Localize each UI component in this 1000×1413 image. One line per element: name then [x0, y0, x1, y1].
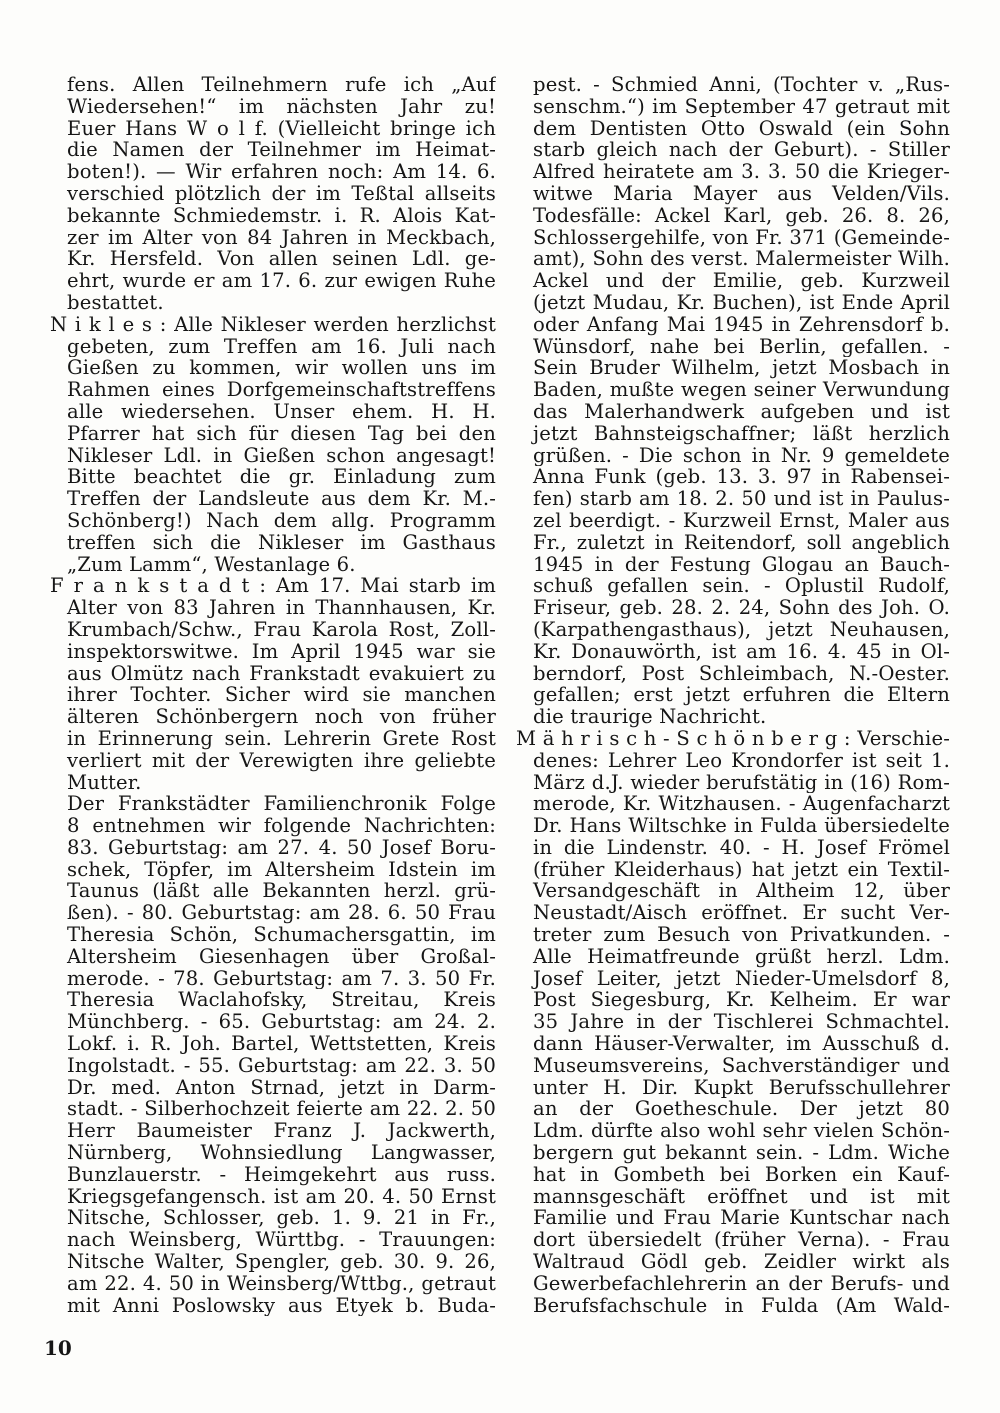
text-line: amt), Sohn des verst. Malermeister Wilh.: [533, 248, 950, 271]
text-line: Treffen der Landsleute aus dem Kr. M.-: [67, 488, 496, 510]
text-line: Lokf. i. R. Joh. Bartel, Wettstetten, Kreis: [67, 1033, 496, 1055]
text-line: treter zum Besuch von Privatkunden. -: [533, 924, 950, 946]
text-line: Bunzlauerstr. - Heimgekehrt aus russ.: [67, 1163, 496, 1186]
text-line: aus Olmütz nach Frankstadt evakuiert zu: [67, 662, 496, 685]
text-line: Versandgeschäft in Altheim 12, über: [533, 880, 950, 903]
text-line: alle wiedersehen. Unser ehem. H. H.: [67, 400, 496, 423]
text-line: 8 entnehmen wir folgende Nachrichten:: [67, 815, 496, 837]
text-line: Todesfälle: Ackel Karl, geb. 26. 8. 26,: [533, 204, 950, 227]
text-line: Kriegsgefangensch. ist am 20. 4. 50 Ernst: [67, 1185, 496, 1208]
text-line: bestattet.: [67, 290, 164, 314]
text-line: ehrt, wurde er am 17. 6. zur ewigen Ruhe: [67, 270, 496, 292]
text-line: mannsgeschäft eröffnet und ist mit: [533, 1185, 950, 1208]
text-line: dann Häuser-Verwalter, im Ausschuß d.: [533, 1033, 950, 1055]
text-line: fens. Allen Teilnehmern rufe ich „Auf: [67, 74, 496, 96]
text-line: (Karpathengasthaus), jetzt Neuhausen,: [533, 618, 950, 641]
text-line: Ldm. dürfte also wohl sehr vielen Schön-: [533, 1120, 950, 1143]
text-line: Mutter.: [67, 770, 142, 794]
text-line: in die Lindenstr. 40. - H. Josef Frömel: [533, 836, 950, 859]
text-line: M ä h r i s c h - S c h ö n b e r g : Verschie-: [516, 727, 950, 750]
text-line: Ackel und der Emilie, geb. Kurzweil: [533, 270, 950, 292]
text-line: merode, Kr. Witzhausen. - Augenfacharzt: [533, 793, 950, 816]
text-line: Rahmen eines Dorfgemeinschaftstreffens: [67, 379, 496, 401]
text-line: das Malerhandwerk aufgeben und ist: [533, 400, 950, 423]
text-line: Post Siegesburg, Kr. Kelheim. Er war: [533, 989, 950, 1012]
text-line: ihrer Tochter. Sicher wird sie manchen: [67, 684, 496, 707]
text-line: unter H. Dir. Kupkt Berufsschullehrer: [533, 1076, 950, 1099]
text-line: Dr. Hans Wiltschke in Fulda übersiedelte: [533, 815, 950, 837]
text-line: Nitsche Walter, Spengler, geb. 30. 9. 26,: [67, 1251, 496, 1273]
text-line: Familie und Frau Marie Kuntschar nach: [533, 1207, 950, 1230]
text-line: Schönberg!) Nach dem allg. Programm: [67, 509, 496, 532]
text-line: nach Weinsberg, Württbg. - Trauungen:: [67, 1229, 496, 1252]
text-line: pest. - Schmied Anni, (Tochter v. „Rus-: [533, 74, 950, 96]
text-line: 1945 in der Festung Glogau an Bauch-: [533, 553, 950, 576]
text-line: Nikleser Ldl. in Gießen schon angesagt!: [67, 444, 496, 467]
text-line: gefallen; erst jetzt erfuhren die Eltern: [533, 684, 950, 707]
text-line: Waltraud Gödl geb. Zeidler wirkt als: [533, 1251, 950, 1273]
text-line: am 22. 4. 50 in Weinsberg/Wttbg., getraut: [67, 1272, 496, 1295]
text-line: Alfred heiratete am 3. 3. 50 die Krieger-: [533, 161, 950, 183]
text-line: inspektorswitwe. Im April 1945 war sie: [67, 640, 496, 663]
text-line: März d.J. wieder berufstätig in (16) Rom-: [533, 771, 950, 794]
text-line: Berufsfachschule in Fulda (Am Wald-: [533, 1294, 950, 1317]
text-line: treffen sich die Nikleser im Gasthaus: [67, 531, 496, 554]
text-line: Nitsche, Schlosser, geb. 1. 9. 21 in Fr.,: [67, 1207, 496, 1230]
text-line: senschm.“) im September 47 getraut mit: [533, 95, 950, 118]
text-line: Ingolstadt. - 55. Geburtstag: am 22. 3. 50: [67, 1054, 496, 1077]
text-line: Anna Funk (geb. 13. 3. 97 in Rabensei-: [533, 466, 950, 489]
text-line: Theresia Schön, Schumachersgattin, im: [67, 924, 496, 946]
text-line: schuß gefallen sein. - Oplustil Rudolf,: [533, 575, 950, 598]
text-line: Alter von 83 Jahren in Thannhausen, Kr.: [67, 597, 496, 619]
text-line: Kr. Hersfeld. Von allen seinen Ldl. ge-: [67, 248, 496, 271]
text-line: Gießen zu kommen, wir wollen uns im: [67, 357, 496, 380]
text-line: zer im Alter von 84 Jahren in Meckbach,: [67, 226, 496, 249]
text-line: dem Dentisten Otto Oswald (ein Sohn: [533, 117, 950, 140]
text-line: Dr. med. Anton Strnad, jetzt in Darm-: [67, 1076, 496, 1099]
text-line: dort übersiedelt (früher Verna). - Frau: [533, 1229, 950, 1252]
text-line: Wünsdorf, nahe bei Berlin, gefallen. -: [533, 335, 950, 358]
text-line: Altersheim Giesenhagen über Großal-: [67, 945, 496, 968]
text-line: Josef Leiter, jetzt Nieder-Umelsdorf 8,: [533, 967, 950, 990]
text-line: fen) starb am 18. 2. 50 und ist in Paulus-: [533, 488, 950, 510]
left-column: [50, 74, 496, 1316]
text-line: F r a n k s t a d t : Am 17. Mai starb im: [50, 575, 496, 598]
text-line: bekannte Schmiedemstr. i. R. Alois Kat-: [67, 204, 496, 227]
text-line: berndorf, Post Schleimbach, N.-Oester.: [533, 662, 950, 685]
text-line: Der Frankstädter Familienchronik Folge: [67, 793, 496, 816]
text-line: in Erinnerung sein. Lehrerin Grete Rost: [67, 727, 496, 750]
text-line: Herr Baumeister Franz J. Jackwerth,: [67, 1120, 496, 1143]
text-line: Sein Bruder Wilhelm, jetzt Mosbach in: [533, 357, 950, 380]
text-line: die traurige Nachricht.: [533, 705, 767, 729]
text-line: Friseur, geb. 28. 2. 24, Sohn des Joh. O.: [533, 597, 950, 619]
text-line: Kr. Donauwörth, ist am 16. 4. 45 in Ol-: [533, 640, 950, 663]
text-line: schek, Töpfer, im Altersheim Idstein im: [67, 858, 496, 881]
text-line: Pfarrer hat sich für diesen Tag bei den: [67, 422, 496, 445]
text-line: starb gleich nach der Geburt). - Stiller: [533, 139, 950, 162]
text-line: bergern gut bekannt sein. - Ldm. Wiche: [533, 1142, 950, 1164]
text-line: Wiedersehen!“ im nächsten Jahr zu!: [67, 95, 496, 118]
text-line: oder Anfang Mai 1945 in Zehrensdorf b.: [533, 313, 950, 336]
text-line: Theresia Waclahofsky, Streitau, Kreis: [67, 989, 496, 1012]
page-number: 10: [44, 1336, 72, 1360]
text-line: hat in Gombeth bei Borken ein Kauf-: [533, 1163, 950, 1186]
text-line: Alle Heimatfreunde grüßt herzl. Ldm.: [533, 945, 950, 968]
text-line: Baden, mußte wegen seiner Verwundung: [533, 379, 950, 401]
text-line: Münchberg. - 65. Geburtstag: am 24. 2.: [67, 1011, 496, 1034]
text-line: „Zum Lamm“, Westanlage 6.: [67, 552, 356, 576]
text-line: gebeten, zum Treffen am 16. Juli nach: [67, 335, 496, 358]
text-line: Taunus (läßt alle Bekannten herzl. grü-: [67, 880, 496, 903]
text-line: (früher Kleiderhaus) hat jetzt ein Textil-: [533, 858, 950, 881]
text-line: verschied plötzlich der im Teßtal allseits: [67, 182, 496, 205]
text-line: Schlossergehilfe, von Fr. 371 (Gemeinde-: [533, 226, 950, 249]
text-line: Euer Hans W o l f. (Vielleicht bringe ich: [67, 117, 496, 140]
text-line: Neustadt/Aisch eröffnet. Er sucht Ver-: [533, 902, 950, 925]
right-column: [516, 74, 950, 1316]
text-line: älteren Schönbergern noch von früher: [67, 706, 496, 728]
text-line: N i k l e s : Alle Nikleser werden herzlichst: [50, 313, 496, 336]
text-line: an der Goetheschule. Der jetzt 80: [533, 1098, 950, 1121]
text-line: boten!). — Wir erfahren noch: Am 14. 6.: [67, 161, 496, 183]
text-line: Krumbach/Schw., Frau Karola Rost, Zoll-: [67, 618, 496, 641]
text-line: Gewerbefachlehrerin an der Berufs- und: [533, 1272, 950, 1295]
text-line: Fr., zuletzt in Reitendorf, soll angeblich: [533, 531, 950, 554]
text-line: witwe Maria Mayer aus Velden/Vils.: [533, 182, 950, 205]
text-line: grüßen. - Die schon in Nr. 9 gemeldete: [533, 444, 950, 467]
text-line: Museumsvereins, Sachverständiger und: [533, 1054, 950, 1077]
text-line: die Namen der Teilnehmer im Heimat-: [67, 139, 496, 162]
text-line: (jetzt Mudau, Kr. Buchen), ist Ende April: [533, 291, 950, 314]
text-line: ßen). - 80. Geburtstag: am 28. 6. 50 Frau: [67, 902, 496, 925]
text-line: 35 Jahre in der Tischlerei Schmachtel.: [533, 1011, 950, 1034]
text-line: stadt. - Silberhochzeit feierte am 22. 2. 50: [67, 1098, 496, 1121]
text-line: jetzt Bahnsteigschaffner; läßt herzlich: [533, 422, 950, 445]
text-line: Bitte beachtet die gr. Einladung zum: [67, 466, 496, 489]
text-line: zel beerdigt. - Kurzweil Ernst, Maler aus: [533, 509, 950, 532]
text-line: merode. - 78. Geburtstag: am 7. 3. 50 Fr.: [67, 967, 496, 990]
text-line: denes: Lehrer Leo Krondorfer ist seit 1.: [533, 749, 950, 772]
text-line: verliert mit der Verewigten ihre geliebte: [67, 749, 496, 772]
text-line: Nürnberg, Wohnsiedlung Langwasser,: [67, 1142, 496, 1164]
text-line: mit Anni Poslowsky aus Etyek b. Buda-: [67, 1294, 496, 1317]
text-line: 83. Geburtstag: am 27. 4. 50 Josef Boru-: [67, 836, 496, 859]
